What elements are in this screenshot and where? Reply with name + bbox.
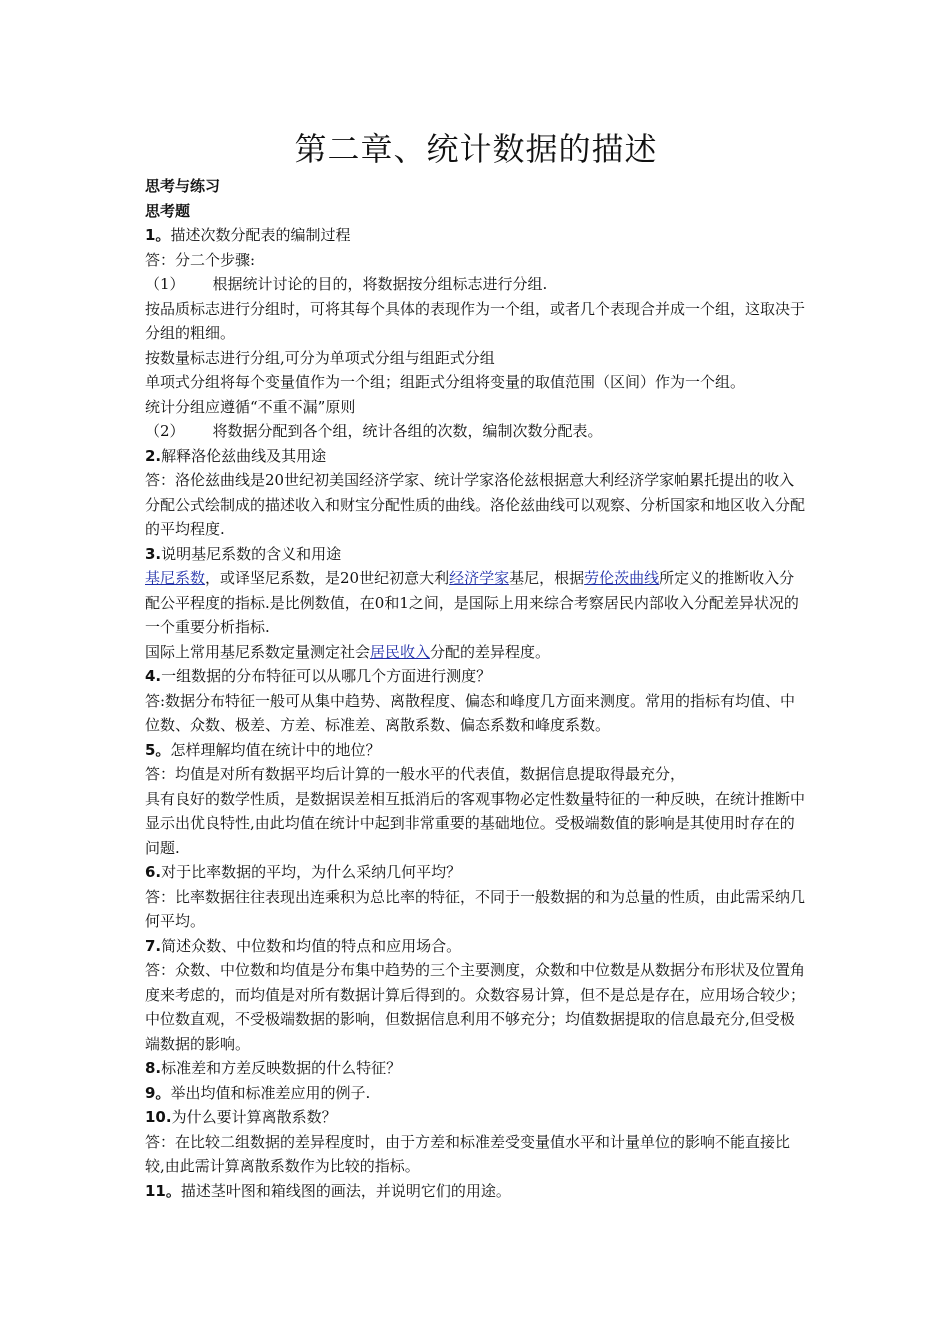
question-11 (145, 1179, 807, 1204)
question-7 (145, 934, 807, 959)
answer-1-intro: 答：分二个步骤: (145, 250, 256, 269)
question-6 (145, 860, 807, 885)
answer-1-paragraph: 统计分组应遵循“不重不漏”原则 (145, 397, 356, 416)
answer-1-paragraph: 按数量标志进行分组,可分为单项式分组与组距式分组 (145, 348, 495, 367)
answer-1-paragraph: 单项式分组将每个变量值作为一个组；组距式分组将变量的取值范围（区间）作为一个组。 (145, 373, 746, 391)
answer-3-paragraph-2 (145, 640, 807, 665)
question-number: 1。 (145, 226, 171, 244)
section-heading-questions: 思考题 (145, 201, 191, 220)
step-text: 将数据分配到各个组，统计各组的次数，编制次数分配表。 (212, 422, 603, 440)
question-10 (145, 1105, 807, 1130)
answer-1-step-1 (145, 272, 807, 297)
question-8 (145, 1056, 807, 1081)
question-number: 4. (145, 667, 162, 685)
step-number: （2） (145, 422, 185, 440)
answer-text: 基尼，根据 (509, 569, 585, 587)
question-number: 9。 (145, 1083, 171, 1102)
answer-6: 答：比率数据往往表现出连乘积为总比率的特征，不同于一般数据的和为总量的性质，由此需采纳几何平均。 (145, 887, 806, 930)
question-text: 简述众数、中位数和均值的特点和应用场合。 (161, 936, 462, 955)
question-text: 一组数据的分布特征可以从哪几个方面进行测度？ (161, 667, 492, 685)
question-number: 11。 (145, 1181, 181, 1200)
question-number: 5。 (145, 740, 171, 759)
question-text: 描述次数分配表的编制过程 (170, 226, 351, 244)
chapter-title: 第二章、统计数据的描述 (294, 130, 658, 168)
answer-1-paragraph: 按品质标志进行分组时，可将其每个具体的表现作为一个组，或者几个表现合并成一个组，这取决于分组的粗细。 (145, 299, 806, 342)
answer-text: 国际上常用基尼系数定量测定社会 (145, 642, 371, 661)
answer-2: 答：洛伦兹曲线是20世纪初美国经济学家、统计学家洛伦兹根据意大利经济学家帕累托提出的收入分配公式绘制成的描述收入和财宝分配性质的曲线。洛伦兹曲线可以观察、分析国家和地区收入分配的平均程度. (145, 471, 806, 538)
question-number: 10. (145, 1108, 172, 1126)
question-number: 2. (145, 446, 162, 465)
step-number: （1） (145, 275, 185, 293)
question-text: 对于比率数据的平均，为什么采纳几何平均？ (161, 863, 462, 881)
document-page (145, 128, 807, 1203)
question-number: 3. (145, 544, 162, 563)
answer-5-paragraph-1: 答：均值是对所有数据平均后计算的一般水平的代表值，数据信息提取得最充分， (145, 765, 686, 783)
question-text: 说明基尼系数的含义和用途 (161, 544, 342, 563)
question-text: 举出均值和标准差应用的例子. (170, 1083, 371, 1102)
link-gini-coefficient[interactable]: 基尼系数 (145, 569, 206, 587)
link-lorenz-curve[interactable]: 劳伦茨曲线 (584, 569, 660, 587)
question-number: 8. (145, 1059, 162, 1077)
answer-text: 所定义的推断收入分配公平程度的指标.是比例数值，在0和1之间，是国际上用来综合考察居民内部收入分配差异状况的一个重要分析指标. (145, 569, 799, 636)
step-text: 根据统计讨论的目的，将数据按分组标志进行分组. (212, 275, 548, 293)
question-number: 6. (145, 863, 162, 881)
question-text: 怎样理解均值在统计中的地位？ (170, 740, 381, 759)
question-3 (145, 542, 807, 567)
answer-5-paragraph-2: 具有良好的数学性质，是数据误差相互抵消后的客观事物必定性数量特征的一种反映，在统计推断中显示出优良特性,由此均值在统计中起到非常重要的基础地位。受极端数值的影响是其使用时存在的问题. (145, 789, 806, 857)
question-4 (145, 664, 807, 689)
answer-7: 答：众数、中位数和均值是分布集中趋势的三个主要测度，众数和中位数是从数据分布形状及位置角度来考虑的，而均值是对所有数据计算后得到的。众数容易计算，但不是总是存在，应用场合较少；中位数直观，不受极端数据的影响，但数据信息利用不够充分；均值数据提取的信息最充分,但受极端数据的影响。 (145, 961, 806, 1053)
answer-text: 分配的差异程度。 (430, 642, 551, 661)
question-2 (145, 444, 807, 469)
question-text: 描述茎叶图和箱线图的画法，并说明它们的用途。 (180, 1181, 511, 1200)
answer-4: 答:数据分布特征一般可从集中趋势、离散程度、偏态和峰度几方面来测度。常用的指标有均值、中位数、众数、极差、方差、标准差、离散系数、偏态系数和峰度系数。 (145, 691, 796, 734)
answer-3 (145, 566, 807, 640)
question-5 (145, 738, 807, 763)
answer-text: ，或译坚尼系数，是20世纪初意大利 (205, 569, 450, 587)
link-resident-income[interactable]: 居民收入 (370, 642, 431, 661)
question-text: 标准差和方差反映数据的什么特征？ (161, 1059, 402, 1077)
link-economist[interactable]: 经济学家 (449, 569, 510, 587)
section-heading-practice: 思考与练习 (145, 177, 221, 195)
question-text: 解释洛伦兹曲线及其用途 (161, 446, 327, 465)
answer-10: 答：在比较二组数据的差异程度时，由于方差和标准差受变量值水平和计量单位的影响不能直接比较,由此需计算离散系数作为比较的指标。 (145, 1132, 791, 1175)
question-number: 7. (145, 936, 162, 955)
answer-1-step-2 (145, 419, 807, 444)
question-9 (145, 1081, 807, 1106)
question-text: 为什么要计算离散系数？ (171, 1108, 337, 1126)
question-1 (145, 223, 807, 248)
